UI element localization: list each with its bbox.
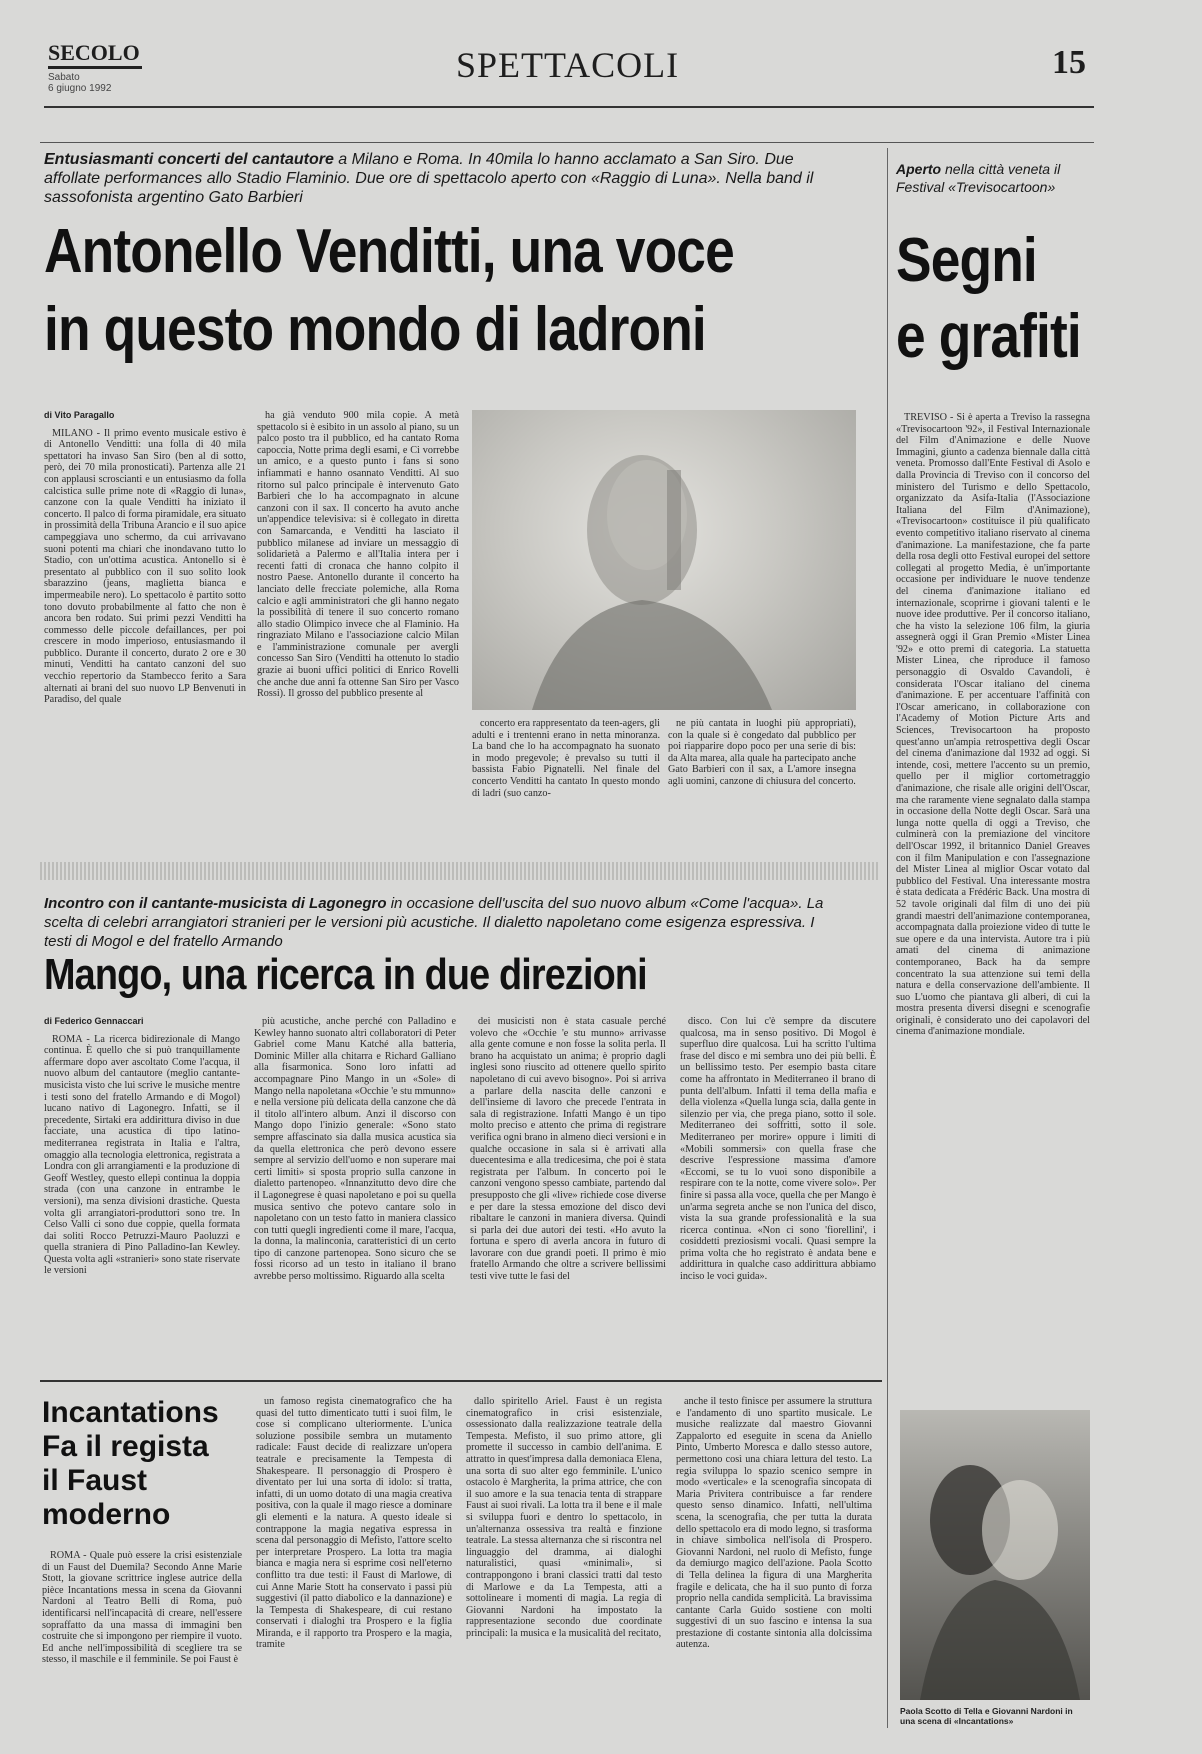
faust-headline-line-2: Fa il regista xyxy=(42,1430,209,1463)
venditti-text-col1: MILANO - Il primo evento musicale estivo è di Antonello Venditti: una folla di 40 mila spettatori ha invaso San Siro (ben al di sotto, però, dei 70 mila pronosticati). Partenza alle 21 con applausi scroscianti e un entusiasmo da folla calcistica sulle prime note di «Raggio di luna», canzone con la quale Venditti ha iniziato il concerto. Il palco di forma piramidale, era situato in prossimità della Tribuna Arancio e il suo apice campeggiava uno schermo, da cui arrivavano suoni potenti ma chiari che inondavano tutto lo Stadio, con un'ottima acustica. Antonello si è presentato al pubblico con il suo solito look sbarazzino (jeans, maglietta bianca e impermeabile nero). Lo spettacolo è partito sotto tono dovuto probabilmente al fatto che non è ancora ben rodato. Sui primi pezzi Venditti ha commesso delle piccole defaillances, per poi crescere in modo imperioso, entusiasmando il pubblico. Durante il concerto, durato 2 ore e 30 minuti, Venditti ha cantato canzoni del suo vecchio repertorio da Stambecco ferito a Sara alternati ai brani del suo nuovo LP Benvenuti in Paradiso, del quale xyxy=(44,427,246,706)
venditti-column-3 xyxy=(472,718,660,830)
incantations-photo-caption: Paola Scotto di Tella e Giovanni Nardoni in una scena di «Incantations» xyxy=(900,1706,1073,1726)
treviso-kicker xyxy=(896,160,1066,196)
incantations-scene-illustration xyxy=(900,1410,1090,1700)
venditti-portrait-illustration xyxy=(472,410,856,710)
mango-byline: di Federico Gennaccari xyxy=(44,1016,144,1026)
faust-column-3 xyxy=(466,1396,662,1740)
mango-kicker-text: in occasione dell'uscita del suo nuovo album «Come l'acqua». La scelta di celebri arrangiatori stranieri per le versioni più acustiche. Il dialetto napoletano come esigenza espressiva. I testi di Mogol e del fratello Armando xyxy=(44,895,824,950)
mango-column-3 xyxy=(470,1016,666,1372)
date: 6 giugno 1992 xyxy=(48,83,112,94)
mango-text-col1: ROMA - La ricerca bidirezionale di Mango continua. È quello che si può tranquillamente affermare dopo aver ascoltato Come l'acqua, il nuovo album del cantautore (meglio cantante-musicista visto che lui scrive le musiche mentre i testi sono del fratello Armando e di Mogol) lucano nativo di Lagonegro. Infatti, se il precedente, Sirtaki era addirittura diviso in due facciate, una acustica di tipo latino-mediterranea registrata in Italia e l'altra, omaggio alla tecnologia elettronica, registrata a Londra con gli arrangiamenti e la produzione di Geoff Westley, questo ellepì continua la doppia strada (con una canzone in entrambe le versioni), ma senza divisioni drastiche. Questa volta gli arrangiatori-produttori sono tre. In Celso Valli ci sono due coppie, quella formata dai soliti Rocco Petruzzi-Mauro Paoluzzi e quella straniera di Pino Palladino-Ian Kewley. Questa volta agli «stranieri» sono state riservate le versioni xyxy=(44,1033,240,1277)
mango-column-2 xyxy=(254,1016,456,1372)
treviso-headline-2: e grafiti xyxy=(896,302,1081,371)
date-weekday: Sabato xyxy=(48,72,80,83)
venditti-byline: di Vito Paragallo xyxy=(44,410,115,420)
venditti-kicker-text: a Milano e Roma. In 40mila lo hanno acclamato a San Siro. Due affollate performances allo Stadio Flaminio. Due ore di spettacolo aperto con «Raggio di Luna». Nella band il sassofonista argentino Gato Barbieri xyxy=(44,151,814,206)
venditti-column-1 xyxy=(44,410,246,830)
faust-text-col3: dallo spiritello Ariel. Faust è un regista cinematografico in crisi esistenziale, ossessionato dalla realizzazione teatrale della Tempesta. Mefisto, il suo primo attore, gli promette il successo in cambio dell'anima. E attratto in quest'impresa dalla demoniaca Elena, una sorta di suo alter ego femminile. L'unico ostacolo è Margherita, la prima attrice, che con il suo amore e la sua tenacia tenta di strappare Faust ai suoi rivali. La lotta tra il bene e il male si sviluppa fuori e dentro lo spettacolo, in un'alternanza ossessiva tra realtà e finzione teatrale. La stessa alternanza che si riscontra nel linguaggio del dramma, ai dialoghi naturalistici, quasi «minimali», si contrappongono i brani classici tratti dal testo di Marlowe e da La Tempesta, atti a sottolineare i momenti di magia. La regia di Giovanni Nardoni ha impostato la rappresentazione secondo due coordinate principali: la musica e la musicalità del recitato, xyxy=(466,1396,662,1639)
venditti-column-2 xyxy=(257,410,459,830)
mango-kicker-bold: Incontro con il cantante-musicista di Lagonegro xyxy=(44,895,387,912)
treviso-kicker-bold: Aperto xyxy=(896,161,942,177)
faust-text-col4: anche il testo finisce per assumere la struttura e l'andamento di uno spartito musicale. Le musiche realizzate dal maestro Giovanni Zappalorto ed eseguite in scena da Aniello Pinto, Umberto Moresca e dallo stesso autore, permettono così una chiara lettura del testo. La regia sviluppa lo spazio scenico sempre in modo «verticale» e la scenografia sincopata di Maria Privitera contribuisce a far rendere questo senso dinamico. Infatti, nell'ultima scena, la scenografia, che per tutta la durata dello spettacolo era di modo legno, si trasforma in chiave simbolica nell'isola di Prospero. Giovanni Nardoni, nel ruolo di Mefisto, funge da demiurgo magico dell'azione. Paola Scotto di Tella delinea la figura di una Margherita fragile e delicata, che ha il suo punto di forza proprio nella candida semplicità. La bravissima cantante Carla Guido sostiene con molti suggestivi di un suo fascino e intensa la sua prestazione di costante sintonia alla dolcissima autenza. xyxy=(676,1396,872,1651)
faust-headline-line-1: Incantations xyxy=(42,1396,219,1429)
page-number: 15 xyxy=(1052,44,1086,81)
article-top-rule xyxy=(40,142,1094,143)
incantations-photo xyxy=(900,1410,1090,1700)
paper-name: SECOLO xyxy=(48,40,140,65)
venditti-kicker-bold: Entusiasmanti concerti del cantautore xyxy=(44,151,334,168)
faust-headline-line-4: moderno xyxy=(42,1498,171,1531)
faust-headline-line-3: il Faust xyxy=(42,1464,148,1497)
venditti-photo xyxy=(472,410,856,710)
mango-bottom-rule xyxy=(40,1380,882,1382)
section-separator xyxy=(40,862,880,880)
mango-text-col3: dei musicisti non è stata casuale perché volevo che «Occhie 'e stu munno» arrivasse alla gente comune e non fosse la solita perla. Il brano ha acquistato un anima; è proprio dagli inglesi sono riuscito ad ottenere quello spirito napoletano di cui avevo bisogno». Poi si arriva a parlare della nascita delle canzoni e dell'insieme di lavoro che precede l'entrata in sala di registrazione. Infatti Mango è un tipo molto preciso e attento che prima di registrare verifica ogni brano in almeno dieci versioni e in qualche occasione in sala si è arrivati alla duecentesima e alla tredicesima, che poi è stata registrata per l'album. In concerto poi le canzoni vengono spesso cambiate, partendo dal presupposto che gli «live» richiede cose diverse e per dare la stessa emozione del disco devi ribaltare le canzoni in maniera diversa. Quindi si parla dei due autori dei testi. «Ho avuto la fortuna e spero di averla ancora in futuro di lavorare con due grandi poeti. Il primo è mio fratello Armando che oltre a scrivere bellissimi testi vive tutte le fasi del xyxy=(470,1016,666,1283)
faust-column-2 xyxy=(256,1396,452,1740)
treviso-kicker-text: nella città veneta il Festival «Trevisocartoon» xyxy=(896,161,1061,195)
venditti-headline-2: in questo mondo di ladroni xyxy=(44,295,706,364)
venditti-text-col3: concerto era rappresentato da teen-agers, gli adulti e i trentenni erano in netta minoranza. La band che lo ha accompagnato ha suonato in modo pregevole; è prevalso su tutti il bassista Fabio Pignatelli. Nel finale del concerto Venditti ha cantato In questo mondo di ladri (suo canzo- xyxy=(472,718,660,799)
faust-column-4 xyxy=(676,1396,872,1740)
venditti-column-4 xyxy=(668,718,856,830)
venditti-text-col4: ne più cantata in luoghi più appropriati), con la quale si è congedato dal pubblico per poi riapparire dopo poco per una serie di bis: da Alta marea, alla quale ha partecipato anche Gato Barbieri con il sax, a L'amore insegna agli uomini, canzone di chiusura del concerto. xyxy=(668,718,856,787)
section-title: SPETTACOLI xyxy=(456,45,680,85)
paper-name-underline xyxy=(48,66,142,69)
faust-text-col1: ROMA - Quale può essere la crisi esistenziale di un Faust del Duemila? Secondo Anne Marie Stott, la giovane scrittrice inglese autrice della pièce Incantations messa in scena da Giovanni Nardoni al Teatro Belli di Roma, può identificarsi nell'incapacità di creare, nell'essere sopraffatto da una massa di immagini ben costruite che si impongono per riempire il vuoto. Ed anche nell'impossibilità di scegliere tra se stesso, il maschile e il femminile. Se poi Faust è xyxy=(42,1550,242,1666)
venditti-headline-1: Antonello Venditti, una voce xyxy=(44,217,734,286)
mango-headline: Mango, una ricerca in due direzioni xyxy=(44,950,647,999)
venditti-kicker xyxy=(44,150,814,207)
masthead xyxy=(44,30,1094,100)
mango-text-col4: disco. Con lui c'è sempre da discutere qualcosa, ma in senso positivo. Di Mogol è superfluo dire qualcosa. Lui ha scritto l'ultima frase del disco e mi sembra uno dei più belli. È un bellissimo testo. Per esempio basta citare come ha affrontato in Mediterraneo il brano di punta dell'album. Infatti il tema della mafia e della violenza «Quella lunga scia, dalla gente in silenzio per via, che prega piano, sotto il sole. Mediterraneo dei soffritti, sotto il sole. Mediterraneo per morire» oppure i limiti di «Mobili sommersi» con quella frase che descrive l'espressione massima d'amore «Eccomi, se tu lo vuoi sono disponibile a respirare con te la notte, come vivere solo». Per finire si passa alla voce, quella che per Mango è un'arma segreta anche se non l'unica del disco, vista la sua grande professionalità e la sua ricerca continua. «Non ci sono 'fiorellini', i cosiddetti preziosismi vocali. Quasi sempre la prima volta che ho registrato è andata bene e addirittura in qualche caso addirittura abbiamo inciso le voci guida». xyxy=(680,1016,876,1283)
faust-text-col2: un famoso regista cinematografico che ha quasi del tutto dimenticato tutti i suoi film, le cose si complicano ulteriormente. L'unica soluzione possibile sembra un mutamento radicale: Faust decide di realizzare un'opera teatrale e precisamente la Tempesta di Shakespeare. Il personaggio di Prospero è diventato per lui una sorta di idolo: si tratta, infatti, di un uomo dotato di una magia creativa positiva, con la quale il mago riesce a dominare gli elementi e la natura. A questo ideale si contrappone la magia negativa espressa in scena dal personaggio di Mefisto, l'attore scelto per interpretare Prospero. La lotta tra magia bianca e magia nera si esprime così nell'eterno conflitto tra due testi: il Faust di Marlowe, di cui Anne Marie Stott ha conservato i passi più suggestivi (il patto diabolico e la dannazione) e la Tempesta di Shakespeare, di cui restano conservati i dialoghi tra Prospero e la figlia Miranda, e il rapporto tra Prospero e la magia, tramite xyxy=(256,1396,452,1651)
treviso-headline-1: Segni xyxy=(896,226,1037,295)
column-divider xyxy=(887,148,888,1728)
venditti-text-col2: ha già venduto 900 mila copie. A metà spettacolo si è esibito in un assolo al piano, su un palco posto tra il pubblico, ed ha cantato Roma capoccia, Notte prima degli esami, e Ci vorrebbe un amico, e a questo punto i fans si sono infiammati e hanno osannato Venditti. Al suo ritorno sul palco principale è intervenuto Gato Barbieri che lo ha accompagnato in alcune canzoni con il sax. Il concerto ha avuto anche un'appendice televisiva: si è collegato in diretta con Samarcanda, e Venditti ha lasciato il pubblico milanese ad inviare un messaggio di solidarietà a Palermo e all'Italia intera per i recenti fatti di cronaca che hanno colpito il nostro Paese. Antonello durante il concerto ha lanciato delle frecciate polemiche, alla Roma calcio e agli amministratori che gli hanno negato la possibilità di tenere il suo concerto romano allo stadio Olimpico invece che al Flaminio. Ha ringraziato Milano e l'associazione calcio Milan e l'amministrazione comunale per avergli concesso San Siro (Venditti ha ottenuto lo stadio grazie ai buoni uffici politici di Enrico Rovelli che anche due anni fa ottenne San Siro per Vasco Rossi). Il grosso del pubblico presente al xyxy=(257,410,459,700)
mango-column-1 xyxy=(44,1016,240,1372)
masthead-rule xyxy=(44,106,1094,108)
mango-column-4 xyxy=(680,1016,876,1372)
treviso-text: TREVISO - Si è aperta a Treviso la rassegna «Trevisocartoon '92», il Festival Internazionale del Film d'Animazione e delle Nuove Immagini, giunto a cadenza biennale dalla città veneta. Promosso dall'Ente Festival di Asolo e dalla Provincia di Treviso con il concorso del ministero del Turismo e dello Spettacolo, organizzato da Asifa-Italia (l'Associazione Italiana del Film d'Animazione), «Trevisocartoon» costituisce il più qualificato evento competitivo italiano riservato al cinema d'animazione. La manifestazione, che fa parte della rosa degli otto Festival europei del settore collegati al progetto Media, è un'importante occasione per individuare le nuove tendenze del cinema d'animazione italiano ed internazionale, scoprirne i giovani talenti e le nuove idee produttive. Per il concorso italiano, che ha visto la selezione 106 film, la giuria assegnerà oggi il Gran Premio «Mister Linea '92» e otto premi di categoria. La statuetta Mister Linea, che riproduce il famoso personaggio di Osvaldo Cavandoli, è considerata l'Oscar italiano del cinema d'animazione. E per accentuare l'affinità con l'Oscar americano, in collaborazione con l'Academy of Motion Picture Arts and Sciences, Trevisocartoon ha proposto quest'anno un'ampia retrospettiva degli Oscar del cinema d'animazione dal 1932 ad oggi. Si intende, così, mettere l'accento su un premio, quello per il miglior cortometraggio d'animazione, che risale alle origini dell'Oscar, ma che raramente viene segnalato dalla stampa in occasione della Notte degli Oscar. Sarà una lunga notte quella di oggi a Treviso, che culminerà con la premiazione del vincitore dell'Oscar 1992, il britannico Daniel Greaves con il film Manipulation e con l'assegnazione del Mister Linea al miglior Oscar votato dal pubblico del Festival. Una interessante mostra è stata dedicata a Frédéric Back. Una mostra di 52 tavole originali dal film di uno dei più grandi maestri dell'animazione contemporanea, accompagnata dalla proiezione video di tutte le sue opere e da una intervista. Autore tra i più amati del cinema di animazione contemporaneo, Back ha da sempre concentrato la sua attenzione sui temi della natura e della conservazione dell'ambiente. Il suo L'uomo che piantava gli alberi, di cui la mostra presenta diversi disegni e scenografie originali, è considerato uno dei capolavori del cinema d'animazione mondiale. xyxy=(896,412,1090,1038)
faust-headline xyxy=(42,1396,242,1532)
mango-text-col2: più acustiche, anche perché con Palladino e Kewley hanno suonato altri collaboratori di Peter Gabriel come Manu Katché alla batteria, Dominic Miller alla chitarra e Richard Galliano alla fisarmonica. Sono loro infatti ad accompagnare Pino Mango in un «Sole» di Mango nella napoletana «Occhie 'e stu mmunno» e nella versione più delicata della canzone che dà il titolo all'intero album. Anzi il discorso con Mango dopo l'inizio generale: «Sono stato sempre affascinato sia dalla musica acustica sia da quella elettronica che però devono essere sempre al servizio dell'uomo e non superare mai certi limiti» si sposta proprio sulla canzone in dialetto partenopeo. «Innanzitutto devo dire che il Lagonegrese è quasi napoletano e poi su quella musica sentivo che potevo cantare solo in napoletano con un testo fatto in maniera classico con tutti quegli ingredienti come il mare, l'acqua, la donna, la malinconia, caratteristici di un certo tipo di canzone partenopea. Sono sicuro che se fossi ricorso ad un testo in italiano il brano avrebbe perso moltissimo. Riguardo alla scelta xyxy=(254,1016,456,1283)
faust-column-1 xyxy=(42,1550,242,1740)
mango-kicker xyxy=(44,894,844,951)
